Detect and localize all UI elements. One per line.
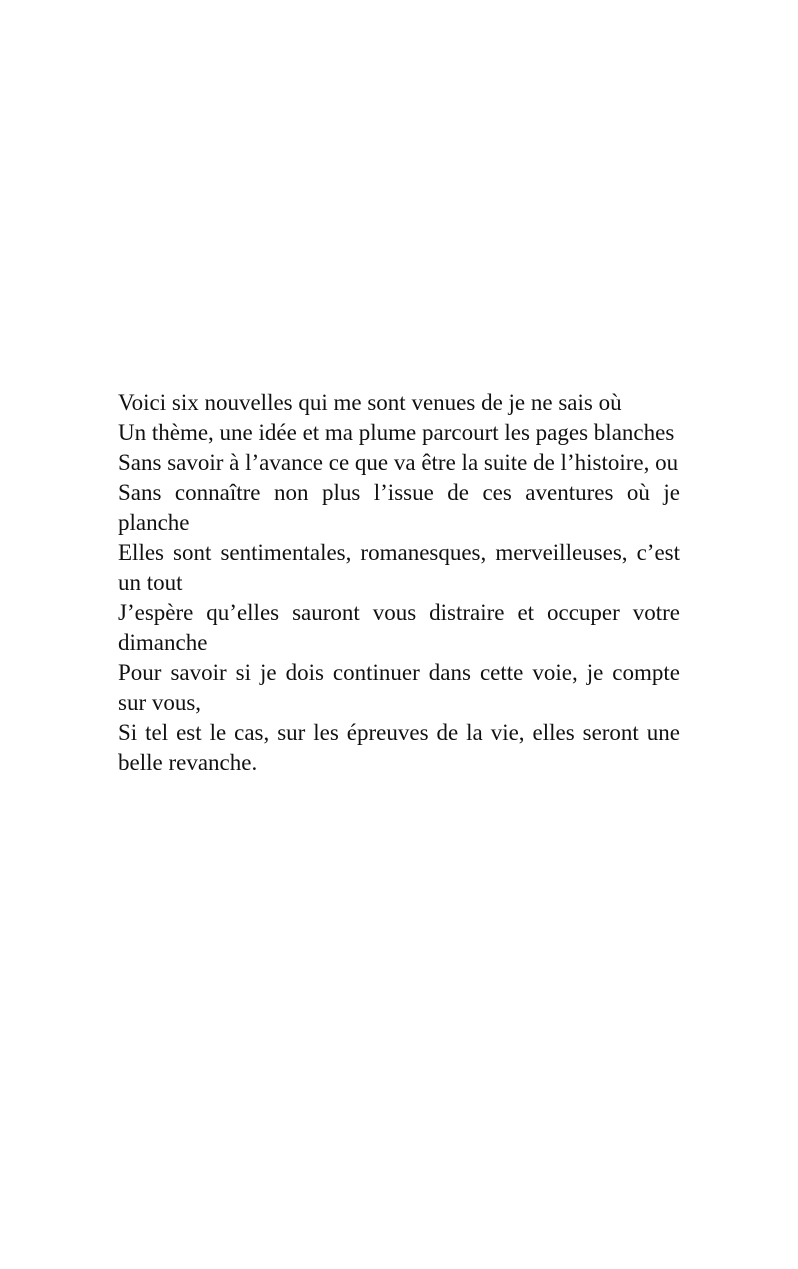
poem-line: J’espère qu’elles sauront vous distraire et occuper votre dimanche xyxy=(118,600,680,655)
poem-line: Pour savoir si je dois continuer dans cette voie, je compte sur vous, xyxy=(118,660,680,715)
poem-line: Si tel est le cas, sur les épreuves de la vie, elles seront une belle revanche. xyxy=(118,720,680,775)
poem-text xyxy=(118,388,680,778)
poem-line: Voici six nouvelles qui me sont venues de je ne sais où xyxy=(118,390,622,415)
poem-line: Sans connaître non plus l’issue de ces aventures où je planche xyxy=(118,480,680,535)
poem-line: Un thème, une idée et ma plume parcourt les pages blanches xyxy=(118,420,675,445)
poem-line: Elles sont sentimentales, romanesques, merveilleuses, c’est un tout xyxy=(118,540,680,595)
poem-line: Sans savoir à l’avance ce que va être la suite de l’histoire, ou xyxy=(118,450,679,475)
